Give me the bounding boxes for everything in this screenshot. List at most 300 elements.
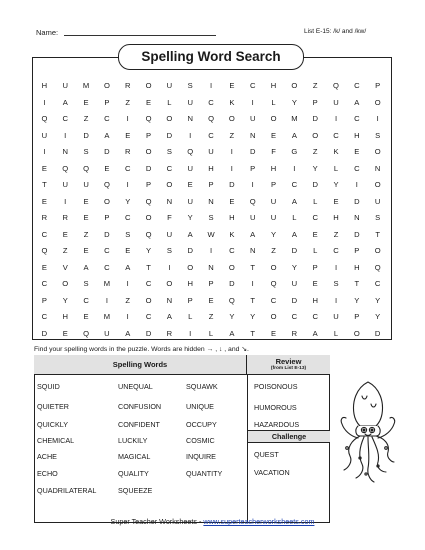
grid-letter: P: [104, 97, 110, 107]
grid-letter: Q: [83, 328, 90, 338]
grid-letter: S: [125, 229, 131, 239]
grid-letter: C: [354, 163, 360, 173]
grid-letter: E: [83, 213, 89, 222]
grid-letter: U: [270, 196, 277, 206]
grid-letter: C: [249, 81, 256, 90]
grid-letter: P: [270, 180, 277, 189]
grid-letter: S: [83, 147, 89, 156]
grid-letter: I: [43, 97, 46, 107]
grid-letter: M: [291, 114, 298, 123]
grid-letter: C: [124, 163, 131, 173]
grid-letter: H: [333, 213, 339, 222]
grid-letter: O: [270, 262, 277, 272]
grid-letter: A: [62, 97, 68, 107]
grid-letter: T: [375, 229, 380, 239]
grid-letter: A: [229, 328, 235, 338]
grid-letter: Y: [270, 229, 277, 239]
grid-letter: I: [64, 130, 67, 140]
grid-letter: C: [145, 279, 152, 288]
grid-letter: A: [291, 229, 297, 239]
spelling-word: QUALITY: [118, 469, 149, 478]
grid-letter: O: [103, 196, 110, 206]
grid-letter: U: [83, 180, 89, 189]
grid-letter: D: [104, 147, 110, 156]
grid-letter: C: [354, 114, 360, 123]
grid-letter: E: [270, 328, 277, 338]
grid-letter: Y: [375, 312, 381, 321]
grid-letter: Q: [187, 147, 194, 156]
grid-letter: I: [189, 328, 192, 338]
footer-link[interactable]: www.superteacherworksheets.com: [203, 517, 315, 526]
grid-letter: T: [146, 262, 151, 272]
spelling-word: ECHO: [37, 469, 58, 478]
footer-text: Super Teacher Worksheets -: [110, 517, 204, 526]
grid-letter: E: [83, 246, 89, 255]
grid-letter: I: [126, 312, 129, 321]
grid-row: [34, 161, 388, 178]
grid-letter: O: [166, 114, 173, 123]
review-subtitle: (from List E-13): [270, 366, 307, 371]
grid-letter: D: [104, 229, 110, 239]
grid-letter: O: [270, 312, 277, 321]
grid-letter: Q: [270, 279, 277, 288]
grid-letter: U: [249, 213, 256, 222]
challenge-header: Challenge: [248, 430, 330, 443]
grid-letter: F: [271, 147, 276, 156]
grid-letter: D: [374, 328, 381, 338]
grid-letter: U: [187, 163, 193, 173]
grid-letter: C: [229, 246, 235, 255]
column-divider: [247, 375, 248, 523]
grid-letter: A: [250, 229, 256, 239]
grid-letter: H: [208, 163, 214, 173]
grid-row: [34, 260, 388, 277]
grid-letter: D: [229, 180, 235, 189]
grid-letter: D: [41, 328, 48, 338]
grid-letter: Z: [312, 81, 318, 90]
grid-letter: O: [374, 246, 381, 255]
grid-letter: C: [333, 246, 339, 255]
grid-letter: Q: [83, 163, 90, 173]
grid-letter: C: [291, 312, 298, 321]
grid-letter: H: [312, 295, 318, 305]
grid-letter: N: [208, 262, 214, 272]
grid-row: [34, 95, 388, 112]
grid-row: [34, 177, 388, 194]
grid-letter: C: [41, 229, 48, 239]
grid-letter: S: [83, 279, 89, 288]
grid-letter: K: [229, 97, 235, 107]
spelling-word: OCCUPY: [186, 420, 217, 429]
grid-letter: O: [145, 81, 152, 90]
grid-letter: Q: [228, 295, 235, 305]
grid-letter: N: [249, 130, 256, 140]
grid-letter: O: [312, 130, 319, 140]
grid-letter: C: [208, 97, 214, 107]
grid-letter: Y: [375, 295, 381, 305]
grid-letter: P: [208, 180, 214, 189]
grid-letter: S: [187, 81, 193, 90]
grid-letter: Z: [125, 295, 131, 305]
grid-letter: O: [228, 114, 235, 123]
grid-letter: I: [251, 279, 254, 288]
spelling-word: MAGICAL: [118, 452, 151, 461]
grid-letter: D: [145, 328, 152, 338]
grid-letter: R: [41, 213, 48, 222]
grid-letter: Y: [312, 163, 318, 173]
grid-letter: E: [83, 196, 89, 206]
spelling-word: UNEQUAL: [118, 382, 153, 391]
spelling-word: CONFUSION: [118, 402, 162, 411]
grid-letter: I: [293, 163, 296, 173]
grid-letter: D: [83, 130, 89, 140]
review-word: POISONOUS: [254, 382, 298, 391]
grid-letter: L: [292, 213, 297, 222]
grid-row: [34, 144, 388, 161]
grid-letter: I: [334, 262, 338, 272]
grid-letter: I: [43, 147, 46, 156]
grid-row: [34, 227, 388, 244]
grid-letter: Q: [249, 196, 256, 206]
footer: [0, 517, 425, 526]
grid-letter: E: [41, 163, 47, 173]
grid-letter: N: [62, 147, 68, 156]
grid-letter: I: [334, 295, 338, 305]
grid-letter: Z: [62, 246, 68, 255]
grid-letter: C: [312, 312, 318, 321]
instructions: Find your spelling words in the puzzle. Words are hidden → , ↓ , and ↘.: [34, 346, 249, 353]
grid-letter: C: [374, 279, 381, 288]
grid-letter: I: [230, 163, 233, 173]
grid-row: [34, 293, 388, 310]
grid-letter: E: [354, 147, 360, 156]
grid-letter: C: [104, 262, 110, 272]
grid-letter: Y: [354, 295, 360, 305]
spelling-word: QUANTITY: [186, 469, 223, 478]
grid-letter: P: [41, 295, 47, 305]
grid-letter: R: [62, 213, 68, 222]
grid-row: [34, 78, 388, 95]
grid-letter: O: [374, 147, 381, 156]
grid-letter: Y: [229, 312, 235, 321]
grid-letter: I: [334, 114, 338, 123]
grid-letter: R: [166, 328, 173, 338]
grid-letter: A: [166, 312, 172, 321]
grid-letter: O: [103, 81, 110, 90]
grid-letter: I: [251, 180, 254, 189]
spelling-word: ACHE: [37, 452, 57, 461]
grid-letter: S: [166, 147, 172, 156]
grid-letter: C: [354, 81, 360, 90]
spelling-word: UNIQUE: [186, 402, 214, 411]
grid-letter: L: [313, 196, 318, 206]
grid-letter: D: [187, 246, 193, 255]
challenge-word: VACATION: [254, 468, 290, 477]
grid-letter: C: [41, 279, 48, 288]
grid-letter: A: [104, 130, 110, 140]
grid-letter: L: [271, 97, 276, 107]
grid-letter: U: [62, 81, 68, 90]
grid-letter: Y: [250, 312, 256, 321]
grid-letter: O: [145, 213, 152, 222]
grid-letter: O: [353, 328, 360, 338]
grid-letter: Y: [146, 246, 152, 255]
grid-letter: T: [42, 180, 47, 189]
grid-letter: E: [125, 246, 131, 255]
grid-letter: Q: [208, 114, 214, 123]
grid-letter: U: [374, 196, 381, 206]
spelling-word: INQUIRE: [186, 452, 216, 461]
grid-letter: P: [312, 262, 318, 272]
grid-letter: U: [166, 81, 173, 90]
grid-letter: P: [187, 295, 193, 305]
grid-letter: D: [354, 196, 360, 206]
grid-letter: H: [62, 312, 68, 321]
grid-letter: E: [125, 130, 131, 140]
grid-letter: U: [333, 312, 339, 321]
grid-letter: E: [312, 279, 318, 288]
grid-letter: O: [374, 180, 381, 189]
grid-letter: C: [62, 114, 68, 123]
spelling-word: QUIETER: [37, 402, 69, 411]
grid-letter: P: [354, 246, 360, 255]
grid-row: [34, 276, 388, 293]
grid-letter: S: [166, 246, 172, 255]
grid-letter: I: [376, 114, 379, 123]
grid-letter: A: [125, 328, 131, 338]
grid-letter: N: [166, 295, 173, 305]
grid-letter: Z: [271, 246, 276, 255]
grid-letter: T: [354, 279, 360, 288]
grid-letter: H: [270, 81, 277, 90]
list-label: List E-15: /k/ and /kw/: [304, 28, 367, 35]
spelling-word: SQUAWK: [186, 382, 218, 391]
grid-letter: E: [229, 196, 235, 206]
grid-letter: E: [312, 229, 318, 239]
page-title: Spelling Word Search: [118, 44, 304, 70]
grid-letter: H: [354, 130, 360, 140]
grid-letter: O: [145, 147, 152, 156]
grid-row: [34, 326, 388, 343]
grid-letter: L: [333, 163, 339, 173]
grid-letter: M: [103, 279, 111, 288]
grid-letter: U: [62, 180, 68, 189]
grid-letter: U: [187, 97, 193, 107]
grid-letter: I: [168, 262, 171, 272]
spelling-word: QUICKLY: [37, 420, 69, 429]
challenge-word: QUEST: [254, 450, 279, 459]
grid-letter: Y: [291, 262, 297, 272]
grid-letter: Y: [333, 180, 339, 189]
grid-letter: P: [104, 213, 110, 222]
grid-letter: N: [187, 114, 193, 123]
grid-letter: C: [104, 246, 110, 255]
grid-letter: C: [166, 163, 173, 173]
grid-letter: Z: [125, 97, 131, 107]
spelling-word: CHEMICAL: [37, 436, 75, 445]
grid-letter: U: [333, 97, 339, 107]
grid-row: [34, 309, 388, 326]
grid-letter: M: [103, 312, 111, 321]
grid-letter: O: [228, 262, 235, 272]
grid-letter: I: [126, 180, 129, 189]
grid-letter: V: [62, 262, 68, 272]
name-label: Name:: [36, 28, 59, 37]
grid-letter: Q: [145, 114, 152, 123]
grid-letter: Q: [41, 114, 48, 123]
grid-letter: T: [250, 262, 256, 272]
grid-letter: Q: [374, 262, 381, 272]
grid-letter: T: [250, 295, 256, 305]
grid-letter: D: [229, 279, 235, 288]
grid-letter: R: [124, 81, 131, 90]
grid-letter: Z: [312, 147, 318, 156]
grid-letter: Z: [83, 229, 89, 239]
grid-letter: D: [291, 246, 298, 255]
grid-letter: H: [229, 213, 235, 222]
grid-row: [34, 243, 388, 260]
grid-row: [34, 128, 388, 145]
grid-letter: P: [146, 180, 152, 189]
grid-letter: P: [146, 130, 152, 140]
grid-letter: P: [208, 279, 214, 288]
grid-letter: O: [62, 279, 69, 288]
grid-letter: N: [374, 163, 381, 173]
grid-letter: U: [166, 229, 173, 239]
grid-letter: A: [354, 97, 360, 107]
grid-letter: K: [333, 147, 339, 156]
grid-letter: P: [312, 97, 318, 107]
spelling-word: LUCKILY: [118, 436, 148, 445]
grid-letter: A: [291, 196, 297, 206]
grid-letter: D: [249, 147, 256, 156]
grid-letter: O: [166, 180, 173, 189]
spelling-word: CONFIDENT: [118, 420, 160, 429]
grid-letter: I: [209, 246, 213, 255]
review-header: [247, 355, 330, 375]
grid-letter: L: [188, 312, 193, 321]
name-line: [64, 35, 216, 36]
grid-letter: O: [291, 81, 298, 90]
grid-letter: L: [208, 328, 214, 338]
grid-letter: U: [291, 279, 298, 288]
grid-letter: H: [187, 279, 193, 288]
grid-letter: R: [124, 147, 131, 156]
grid-letter: Y: [125, 196, 131, 206]
grid-letter: E: [83, 312, 89, 321]
spelling-words-header: Spelling Words: [34, 355, 247, 375]
grid-letter: P: [375, 81, 381, 90]
grid-letter: N: [208, 196, 214, 206]
grid-letter: Q: [41, 246, 48, 255]
grid-letter: S: [208, 213, 214, 222]
review-title: Review: [275, 357, 302, 366]
grid-letter: H: [41, 81, 48, 90]
grid-letter: M: [82, 81, 90, 90]
grid-letter: Q: [103, 180, 110, 189]
grid-letter: L: [313, 246, 318, 255]
spelling-word: QUADRILATERAL: [37, 486, 97, 495]
grid-letter: N: [166, 196, 173, 206]
grid-letter: E: [229, 81, 235, 90]
grid-letter: Q: [145, 229, 152, 239]
grid-letter: D: [312, 114, 318, 123]
grid-letter: O: [187, 262, 194, 272]
grid-letter: G: [291, 147, 298, 156]
grid-letter: O: [374, 97, 381, 107]
grid-letter: S: [375, 213, 381, 222]
grid-letter: R: [291, 328, 298, 338]
grid-letter: Z: [83, 114, 89, 123]
grid-letter: U: [41, 130, 48, 140]
grid-letter: W: [207, 229, 215, 239]
grid-letter: I: [64, 196, 67, 206]
grid-letter: D: [312, 180, 318, 189]
grid-letter: C: [208, 130, 214, 140]
grid-letter: A: [312, 328, 318, 338]
grid-letter: A: [83, 262, 89, 272]
grid-letter: P: [354, 312, 360, 321]
grid-letter: C: [333, 130, 339, 140]
grid-letter: U: [208, 147, 214, 156]
grid-letter: I: [105, 295, 108, 305]
grid-letter: A: [187, 229, 193, 239]
grid-letter: I: [126, 114, 129, 123]
grid-letter: H: [354, 262, 360, 272]
grid-letter: I: [209, 81, 213, 90]
grid-letter: Q: [145, 196, 152, 206]
grid-letter: C: [83, 295, 89, 305]
grid-letter: I: [355, 180, 358, 189]
grid-letter: F: [167, 213, 172, 222]
grid-letter: D: [354, 229, 360, 239]
grid-letter: Z: [229, 130, 235, 140]
grid-letter: S: [333, 279, 339, 288]
grid-letter: Y: [187, 213, 193, 222]
grid-letter: N: [249, 246, 256, 255]
grid-letter: U: [249, 114, 256, 123]
grid-letter: I: [230, 147, 233, 156]
grid-letter: O: [145, 295, 152, 305]
grid-letter: A: [125, 262, 131, 272]
spelling-word: COSMIC: [186, 436, 215, 445]
grid-letter: Z: [208, 312, 214, 321]
grid-letter: D: [145, 163, 152, 173]
grid-letter: C: [312, 213, 318, 222]
grid-row: [34, 111, 388, 128]
grid-letter: D: [166, 130, 173, 140]
grid-letter: E: [62, 328, 68, 338]
grid-letter: E: [333, 196, 339, 206]
grid-letter: Q: [333, 81, 339, 90]
grid-letter: E: [41, 196, 47, 206]
spelling-word: SQUID: [37, 382, 60, 391]
grid-letter: Q: [62, 163, 69, 173]
letter-grid: [34, 78, 388, 342]
grid-letter: L: [167, 97, 172, 107]
grid-letter: C: [104, 114, 110, 123]
grid-letter: Y: [291, 97, 297, 107]
grid-letter: E: [270, 130, 277, 140]
grid-letter: E: [208, 295, 214, 305]
grid-letter: C: [145, 312, 152, 321]
grid-letter: E: [104, 163, 110, 173]
grid-letter: N: [354, 213, 360, 222]
grid-letter: I: [189, 130, 192, 140]
grid-letter: H: [270, 163, 277, 173]
grid-letter: C: [291, 180, 298, 189]
grid-letter: C: [124, 213, 131, 222]
